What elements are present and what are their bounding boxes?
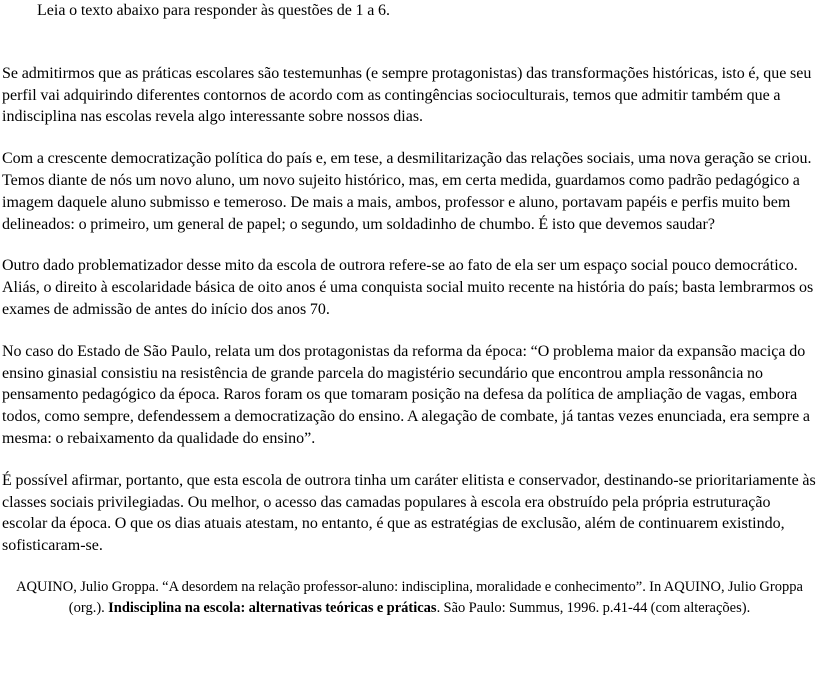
passage-paragraph: É possível afirmar, portanto, que esta escola de outrora tinha um caráter elitista e conservador, destinando-se prioritariamente às classes sociais privilegiadas. Ou melhor, o acesso das camadas populares à escola era obstruído pela própria estruturação escolar da época. O que os dias atuais atestam, no entanto, é que as estratégias de exclusão, além de continuarem existindo, sofisticaram-se. xyxy=(2,471,816,555)
citation xyxy=(2,577,817,618)
passage-paragraph: Outro dado problematizador desse mito da escola de outrora refere-se ao fato de ela ser um espaço social pouco democrático. Aliás, o direito à escolaridade básica de oito anos é uma conquista social muito recente na história do país; basta lembrarmos os exames de admissão de antes do início dos anos 70. xyxy=(2,257,814,318)
passage-paragraph: No caso do Estado de São Paulo, relata um dos protagonistas da reforma da época: “O problema maior da expansão maciça do ensino ginasial consistiu na resistência de grande parcela do magistério secundário que encontrou ampla ressonância no pensamento pedagógico da época. Raros foram os que tomaram posição na defesa da política de ampliação de vagas, embora todos, como sempre, defendessem a democratização do ensino. A alegação de combate, já tantas vezes enunciada, era sempre a mesma: o rebaixamento da qualidade do ensino”. xyxy=(2,342,811,447)
citation-tail: . São Paulo: Summus, 1996. p.41-44 (com alterações). xyxy=(436,599,751,616)
citation-book-title: Indisciplina na escola: alternativas teóricas e práticas xyxy=(108,599,437,616)
passage-paragraph: Com a crescente democratização política do país e, em tese, a desmilitarização das relações sociais, uma nova geração se criou. Temos diante de nós um novo aluno, um novo sujeito histórico, mas, em certa medida, guardamos como padrão pedagógico a imagem daquele aluno submisso e temeroso. De mais a mais, ambos, professor e aluno, portavam papéis e perfis muito bem delineados: o primeiro, um general de papel; o segundo, um soldadinho de chumbo. É isto que devemos saudar? xyxy=(2,150,812,233)
passage-paragraph: Se admitirmos que as práticas escolares são testemunhas (e sempre protagonistas) das transformações históricas, isto é, que seu perfil vai adquirindo diferentes contornos de acordo com as contingências socioculturais, temos que admitir também que a indisciplina nas escolas revela algo interessante sobre nossos dias. xyxy=(2,64,812,126)
citation-text: AQUINO, Julio Groppa. “A desordem na relação professor-aluno: indisciplina, moralidade e conhecimento”. In AQUINO, Julio Groppa (org.). xyxy=(16,578,803,616)
instruction-line: Leia o texto abaixo para responder às questões de 1 a 6. xyxy=(37,2,391,19)
